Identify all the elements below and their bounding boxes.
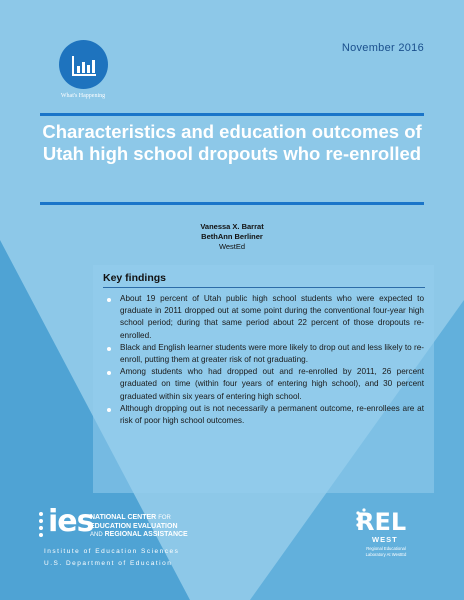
list-item [103,293,424,342]
finding-text: Although dropping out is not necessarily a permanent outcome, re-enrollees are at risk of poor high school outcomes. [120,403,424,426]
bar-chart-logo-icon [59,40,108,89]
rel-subtitle: Regional Educational Laboratory At WestEd [365,546,407,557]
key-findings-list [103,293,424,427]
key-findings-heading: Key findings [103,272,167,284]
list-item [103,342,424,366]
ies-wordmark: ies [48,504,94,539]
ies-center-line2: EDUCATION EVALUATION [90,522,178,530]
ies-center-and: AND [90,532,103,538]
key-findings-divider [103,287,425,288]
rel-wordmark: REL [356,508,407,536]
finding-text: Black and English learner students were more likely to drop out and less likely to re-enroll, putting them at greater risk of not graduating. [120,342,424,365]
ies-center-line3: REGIONAL ASSISTANCE [104,531,188,538]
finding-text: About 19 percent of Utah public high school students who were expected to graduate in 2011 dropped out at some point during the conventional four-year high school period; during that same period about 22 percent of those dropouts re-enrolled. [120,294,424,340]
logo-label: What's Happening [60,93,106,99]
institute-name: Institute of Education Sciences [44,548,180,555]
bullet-icon [107,371,111,375]
author-block [0,222,464,252]
list-item [103,366,424,403]
title-rule-top [40,113,424,116]
author-affiliation: WestEd [218,242,246,251]
bullet-icon [107,347,111,351]
ies-center-for: FOR [158,515,171,521]
author-name: Vanessa X. Barrat [200,222,264,231]
publication-date: November 2016 [341,42,424,54]
ies-center-line1: NATIONAL CENTER [90,514,157,521]
rel-region: WEST [372,535,398,544]
ies-center-name [90,514,260,540]
department-name: U.S. Department of Education [44,560,173,567]
finding-text: Among students who had dropped out and re-enrolled by 2011, 26 percent graduated on time (within four years of entering high school), and 30 percent graduated within six years of entering high school. [120,367,424,401]
author-name: BethAnn Berliner [201,232,263,241]
list-item [103,403,424,427]
bullet-icon [107,298,111,302]
bullet-icon [107,408,111,412]
title-rule-bottom [40,202,424,205]
report-title: Characteristics and education outcomes of Utah high school dropouts who re-enrolled [42,121,422,164]
